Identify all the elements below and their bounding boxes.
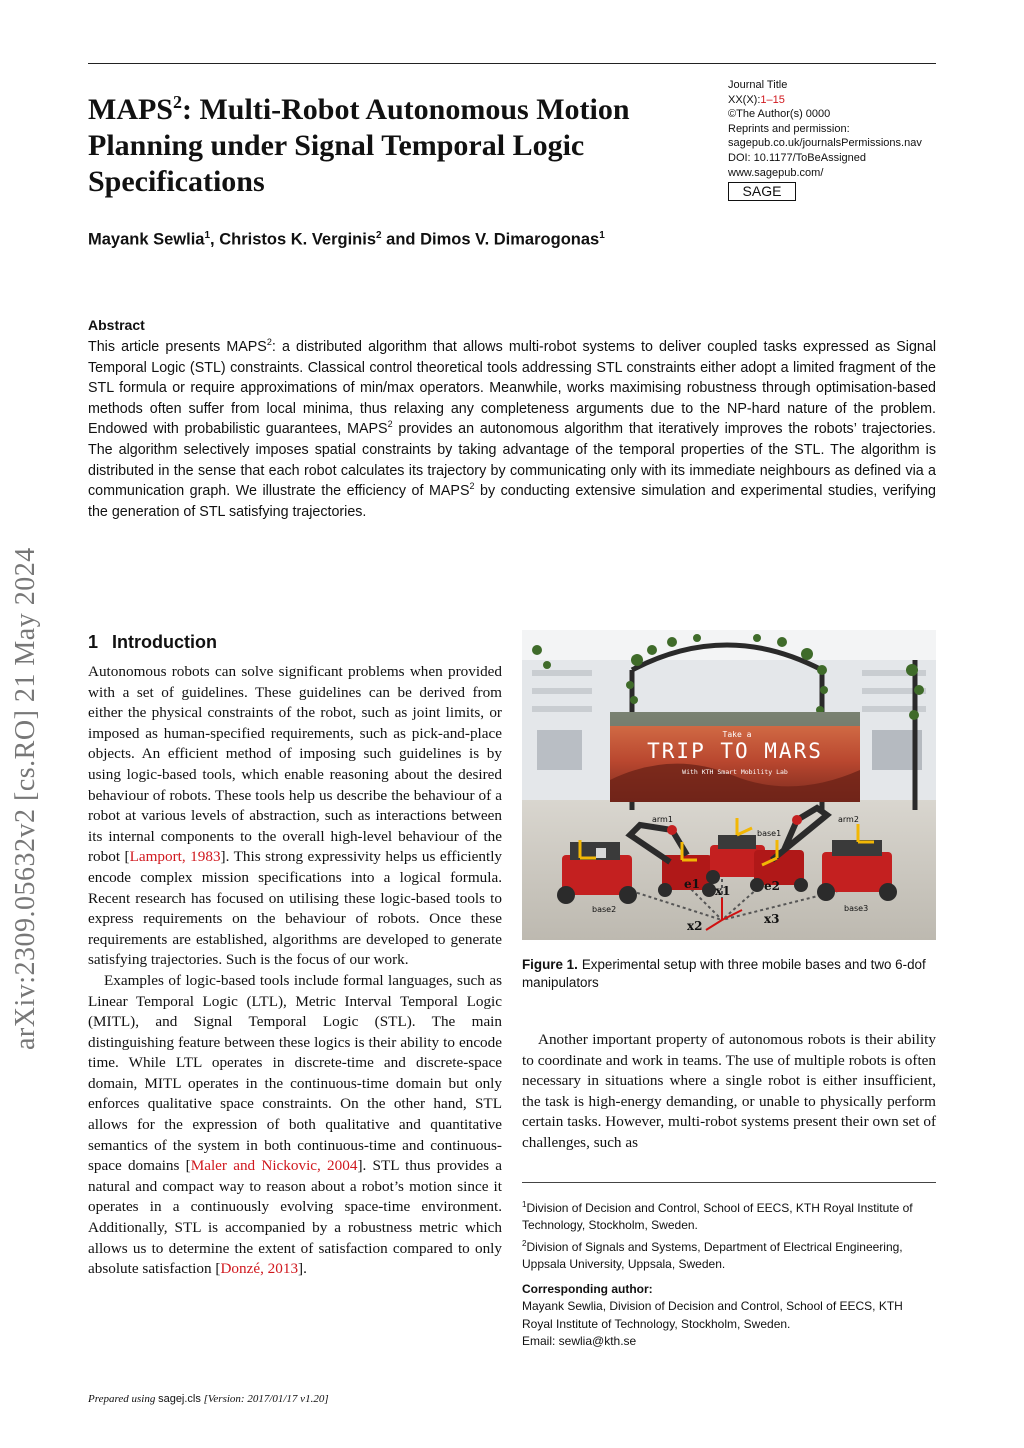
corresponding-author xyxy=(522,1281,936,1351)
citation-link[interactable]: Lamport, 1983 xyxy=(129,848,221,866)
footnote-rule xyxy=(522,1182,936,1183)
banner-subtitle: With KTH Smart Mobility Lab xyxy=(682,768,788,776)
corresponding-text: Mayank Sewlia, Division of Decision and Control, School of EECS, KTH Royal Institute of Technology, Stockholm, Sweden. xyxy=(522,1299,903,1331)
arxiv-stamp: arXiv:2309.05632v2 [cs.RO] 21 May 2024 xyxy=(10,547,41,1050)
doi: DOI: 10.1177/ToBeAssigned xyxy=(728,151,866,164)
journal-volume: XX(X):1–15 xyxy=(728,93,785,106)
paper-title: MAPS$^2$: Multi-Robot Autonomous Motion Planning under Signal Temporal Logic Specifications xyxy=(88,92,630,198)
left-column xyxy=(88,662,502,1280)
affiliation: $^1$Division of Decision and Control, School of EECS, KTH Royal Institute of Technology, Stockholm, Sweden. xyxy=(522,1200,913,1233)
author: Dimos V. Dimarogonas xyxy=(420,230,600,249)
page-range-link[interactable]: 1–15 xyxy=(760,93,785,106)
affiliations xyxy=(522,1196,936,1274)
banner-title: TRIP TO MARS xyxy=(647,739,823,763)
label-x2: x2 xyxy=(687,919,703,933)
corresponding-heading: Corresponding author: xyxy=(522,1282,653,1296)
abstract-body: This article presents MAPS$^2$: a distributed algorithm that allows multi-robot systems to deliver coupled tasks expressed as Signal Temporal Logic (STL) constraints. Classical control theoretical tools addressing STL constraints either adopt a limited fragment of the STL formula or require approximations of min/max operators. Meanwhile, works maximising robustness through optimisation-based methods often suffer from local minima, thus relaxing any completeness arguments due to the NP-hard nature of the problem. Endowed with probabilistic guarantees, MAPS$^2$ provides an autonomous algorithm that iteratively improves the robots’ trajectories. The algorithm selectively imposes spatial constraints by taking advantage of the temporal properties of the STL. The algorithm is distributed in the sense that each robot calculates its trajectory by communicating only with its immediate neighbours as defined via a communication graph. We illustrate the efficiency of MAPS$^2$ by conducting extensive simulation and experimental studies, verifying the generation of STL satisfying trajectories. xyxy=(88,337,937,520)
figure-photo xyxy=(522,630,936,940)
mars-banner xyxy=(610,712,860,802)
citation-link[interactable]: Maler and Nickovic, 2004 xyxy=(190,1157,358,1175)
label-base2: base2 xyxy=(592,905,617,914)
banner-small-text: Take a xyxy=(722,730,752,739)
experiment-setup-illustration xyxy=(522,630,936,940)
label-x1: x1 xyxy=(715,884,731,898)
paragraph: Examples of logic-based tools include formal languages, such as Linear Temporal Logic (LTL), Metric Interval Temporal Logic (MITL), and Signal Temporal Logic (STL). The main distinguishing feature between these logics is their ability to encode time. While LTL operates in discrete-time and discrete-space domain, MITL operates in the continuous-time domain but only enforces qualitative space constraints. On the other hand, STL allows for the expression of both qualitative and quantitative semantics of the system in both continuous-time and continuous-space domains [Maler and Nickovic, 2004]. STL thus provides a natural and compact way to reason about a robot’s motion since it operates in a continuously evolving space-time environment. Additionally, STL is accompanied by a robustness metric which allows us to determine the extent of satisfaction compared to only absolute satisfaction [Donzé, 2013]. xyxy=(88,971,503,1278)
reprints-label: Reprints and permission: xyxy=(728,122,850,135)
author-list: Mayank Sewlia$^1$, Christos K. Verginis$^2$ and Dimos V. Dimarogonas$^1$ xyxy=(88,230,605,249)
label-base1: base1 xyxy=(757,829,782,838)
label-e1: e1 xyxy=(684,877,700,891)
figure-caption: Figure 1. Experimental setup with three mobile bases and two 6-dof manipulators xyxy=(522,957,926,990)
citation-link[interactable]: Donzé, 2013 xyxy=(220,1260,299,1278)
label-base3: base3 xyxy=(844,904,869,913)
section-heading: 1 Introduction xyxy=(88,632,217,652)
journal-info xyxy=(728,78,948,201)
author: Christos K. Verginis xyxy=(219,230,377,249)
paragraph: Another important property of autonomous robots is their ability to coordinate and work in teams. The use of multiple robots is often necessary in situations where a single robot is either insufficient, the task is high-energy demanding, or unable to physically perform certain tasks. However, multi-robot systems present their own set of challenges, such as xyxy=(522,1031,936,1151)
abstract-heading: Abstract xyxy=(88,317,145,333)
journal-title: Journal Title xyxy=(728,79,788,91)
corresponding-email[interactable]: Email: sewlia@kth.se xyxy=(522,1334,637,1349)
footer: Prepared using sagej.cls [Version: 2017/01/17 v1.20] xyxy=(88,1393,329,1405)
sage-logo: SAGE xyxy=(728,182,796,201)
paragraph: Autonomous robots can solve significant problems when provided with a set of guidelines. These guidelines can be derived from either the physical constraints of the robot, such as joint limits, or imposed as human-specified requirements, such as pick-and-place objects. An efficient method of imposing such guidelines is by using logic-based tools, which enable reasoning about the desired behaviour of robots. These tools help us describe the behaviour of a robot at various levels of abstraction, such as interactions between its internal components to the overall high-level behaviour of the robot [Lamport, 1983]. This strong expressivity helps us efficiently encode complex mission specifications into a logical formula. Recent research has focused on utilising these logic-based tools to express requirements on the behaviour of robots. Once these requirements are established, algorithms are developed to generate satisfying trajectories. Such is the focus of our work. xyxy=(88,663,503,969)
label-e2: e2 xyxy=(764,879,780,893)
sagepub-link[interactable]: www.sagepub.com/ xyxy=(728,166,824,179)
copyright: ©The Author(s) 0000 xyxy=(728,108,831,121)
top-rule xyxy=(88,63,936,64)
permissions-link[interactable]: sagepub.co.uk/journalsPermissions.nav xyxy=(728,137,922,150)
label-x3: x3 xyxy=(764,912,780,926)
label-arm1: arm1 xyxy=(652,815,673,824)
right-column xyxy=(522,1030,936,1154)
label-arm2: arm2 xyxy=(838,815,859,824)
affiliation: $^2$Division of Signals and Systems, Department of Electrical Engineering, Uppsala University, Uppsala, Sweden. xyxy=(522,1238,903,1272)
author: Mayank Sewlia xyxy=(88,230,205,249)
